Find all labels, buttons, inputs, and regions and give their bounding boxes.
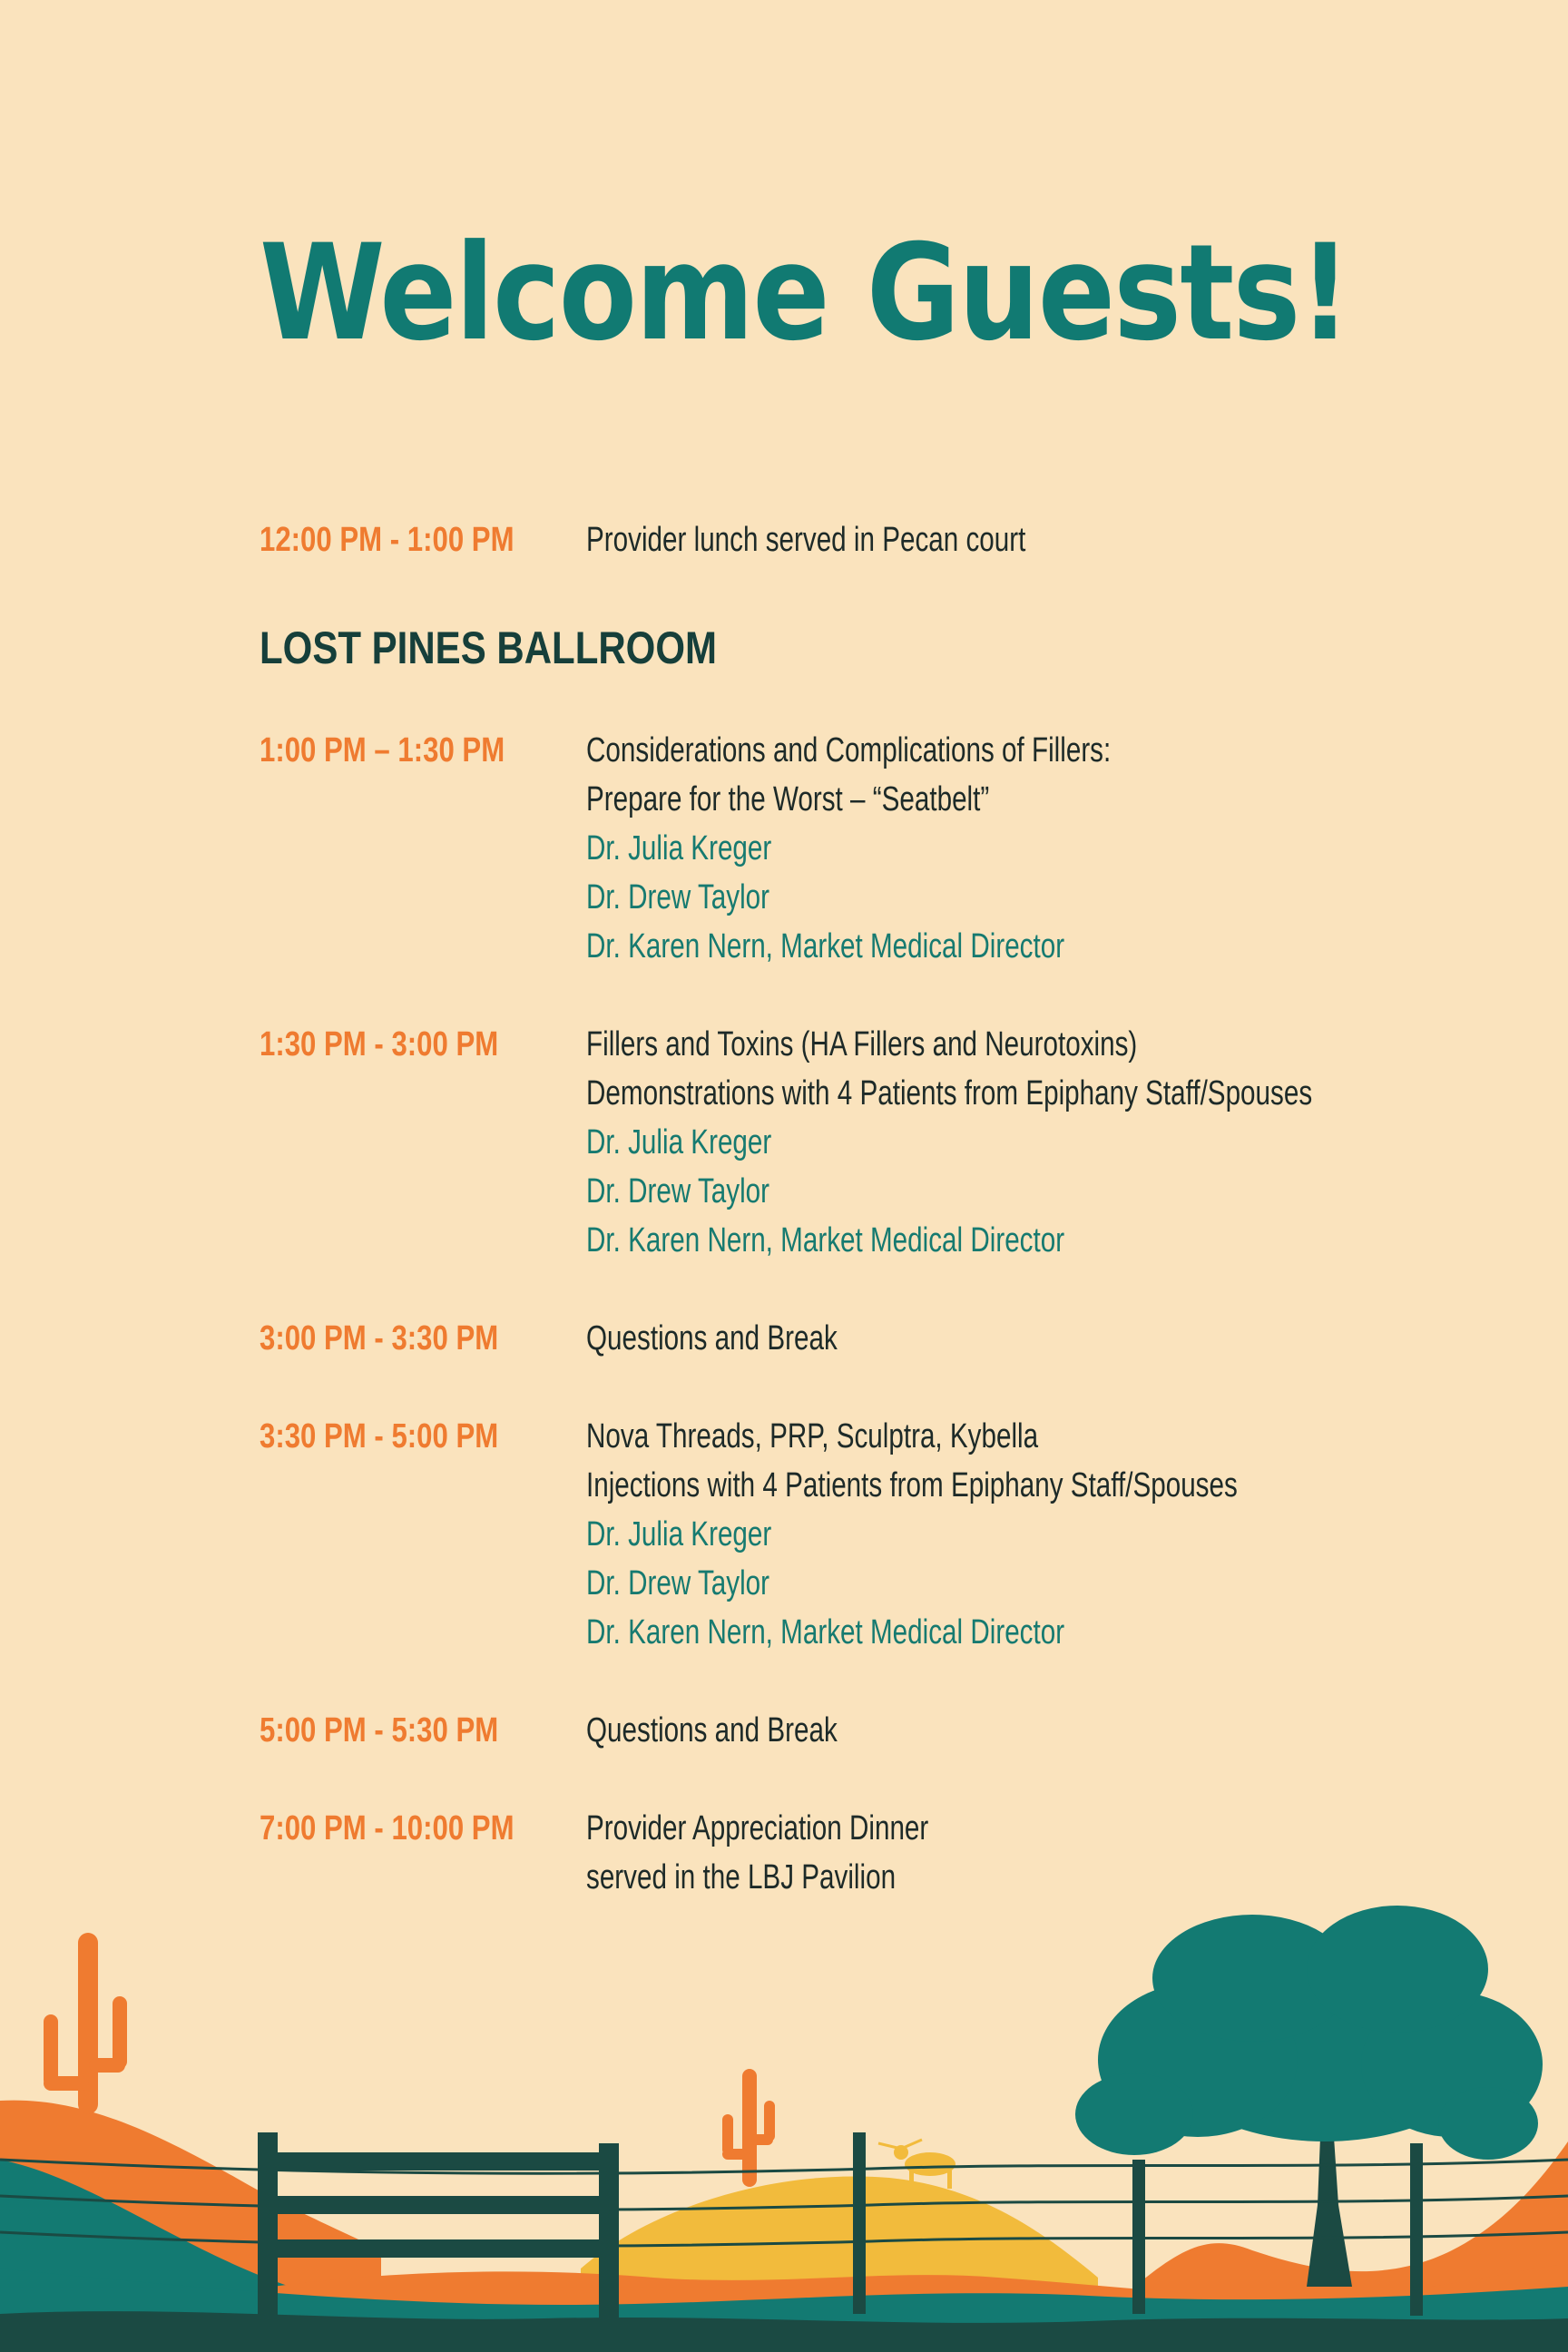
speaker-name: Dr. Karen Nern, Market Medical Director	[586, 927, 1065, 965]
time-label: 3:30 PM - 5:00 PM	[260, 1417, 499, 1455]
speaker-name: Dr. Drew Taylor	[586, 878, 770, 916]
time-label: 12:00 PM - 1:00 PM	[260, 521, 514, 559]
event-line: Considerations and Complications of Fillers:	[586, 731, 1112, 769]
event-line: Questions and Break	[586, 1319, 838, 1357]
cactus-middle-icon	[722, 2069, 775, 2187]
cactus-left-icon	[44, 1933, 127, 2114]
page-title: Welcome Guests!	[260, 216, 1350, 370]
event-description	[586, 1706, 908, 1755]
event-line: Fillers and Toxins (HA Fillers and Neurotoxins)	[586, 1025, 1138, 1063]
speaker-name: Dr. Julia Kreger	[586, 1515, 772, 1553]
event-line: Nova Threads, PRP, Sculptra, Kybella	[586, 1417, 1039, 1455]
event-description	[586, 726, 1259, 971]
time-label: 5:00 PM - 5:30 PM	[260, 1711, 499, 1749]
event-line: Provider lunch served in Pecan court	[586, 521, 1026, 559]
event-description	[586, 1412, 1421, 1657]
speaker-name: Dr. Julia Kreger	[586, 829, 772, 867]
event-line: served in the LBJ Pavilion	[586, 1858, 897, 1896]
speaker-name: Dr. Drew Taylor	[586, 1564, 770, 1602]
time-label: 1:00 PM – 1:30 PM	[260, 731, 505, 769]
event-description	[586, 1314, 908, 1363]
tree-icon	[1075, 1906, 1543, 2287]
time-label: 3:00 PM - 3:30 PM	[260, 1319, 499, 1357]
speaker-name: Dr. Karen Nern, Market Medical Director	[586, 1613, 1065, 1651]
time-label: 7:00 PM - 10:00 PM	[260, 1809, 514, 1847]
event-line: Prepare for the Worst – “Seatbelt”	[586, 780, 990, 818]
time-label: 1:30 PM - 3:00 PM	[260, 1025, 499, 1063]
event-line: Provider Appreciation Dinner	[586, 1809, 929, 1847]
event-line: Questions and Break	[586, 1711, 838, 1749]
event-description	[586, 1020, 1517, 1265]
landscape-illustration	[0, 1906, 1568, 2352]
event-line: Injections with 4 Patients from Epiphany Staff/Spouses	[586, 1466, 1238, 1504]
section-heading: LOST PINES BALLROOM	[260, 622, 717, 673]
event-description	[586, 515, 1150, 564]
event-description	[586, 1804, 1025, 1902]
speaker-name: Dr. Julia Kreger	[586, 1123, 772, 1161]
speaker-name: Dr. Drew Taylor	[586, 1172, 770, 1210]
event-line: Demonstrations with 4 Patients from Epiphany Staff/Spouses	[586, 1074, 1313, 1112]
speaker-name: Dr. Karen Nern, Market Medical Director	[586, 1221, 1065, 1259]
